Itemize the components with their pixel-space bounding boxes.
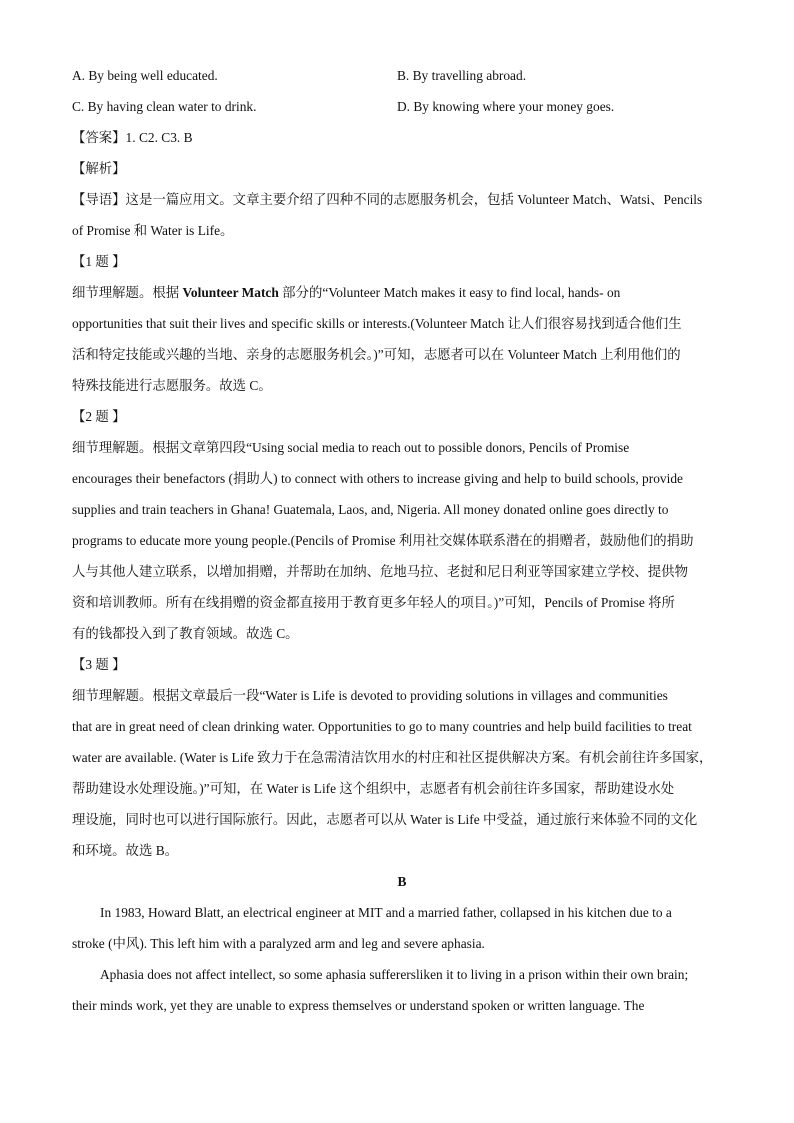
- q3-line: water are available. (Water is Life 致力于在急需清洁饮用水的村庄和社区提供解决方案。有机会前往许多国家，: [72, 750, 713, 765]
- q2-line: 人与其他人建立联系，以增加捐赠，并帮助在加纳、危地马拉、老挝和尼日利亚等国家建立学校、提供物: [72, 564, 688, 579]
- analysis-heading: 【解析】: [72, 161, 126, 176]
- section-b-title: B: [397, 874, 407, 889]
- passage-line: stroke (中风). This left him with a paralyzed arm and leg and severe aphasia.: [72, 936, 485, 951]
- q2-line: programs to educate more young people.(Pencils of Promise 利用社交媒体联系潜在的捐赠者，鼓励他们的捐助: [72, 533, 694, 548]
- q1-line: 活和特定技能或兴趣的当地、亲身的志愿服务机会。)”可知，志愿者可以在 Volunteer Match 上利用他们的: [72, 347, 681, 362]
- option-d: D. By knowing where your money goes.: [397, 99, 615, 114]
- q1-line: opportunities that suit their lives and specific skills or interests.(Volunteer Match 让人们很容易找到适合他们生: [72, 316, 682, 331]
- q2-line: encourages their benefactors (捐助人) to connect with others to increase giving and help to build schools, provide: [72, 471, 683, 486]
- q2-line: 细节理解题。根据文章第四段“Using social media to reach out to possible donors, Pencils of Promise: [72, 440, 630, 455]
- guide-line: of Promise 和 Water is Life。: [72, 223, 234, 238]
- document-page: [72, 64, 732, 1025]
- q2-line: 有的钱都投入到了教育领域。故选 C。: [72, 626, 299, 641]
- q3-line: 帮助建设水处理设施。)”可知，在 Water is Life 这个组织中，志愿者有机会前往许多国家，帮助建设水处: [72, 781, 675, 796]
- q1-line: 特殊技能进行志愿服务。故选 C。: [72, 378, 272, 393]
- q2-line: supplies and train teachers in Ghana! Guatemala, Laos, and, Nigeria. All money donated online goes directly to: [72, 502, 669, 517]
- q1-text: 部分的“Volunteer Match makes it easy to find local, hands- on: [278, 285, 621, 300]
- q1-text: 细节理解题。根据: [72, 285, 183, 300]
- q3-line: that are in great need of clean drinking water. Opportunities to go to many countries and help build facilities to treat: [72, 719, 692, 734]
- q1-bold-term: Volunteer Match: [182, 285, 279, 300]
- option-a: A. By being well educated.: [72, 68, 218, 83]
- option-b: B. By travelling abroad.: [397, 68, 527, 83]
- options-row-cd: [72, 95, 732, 126]
- passage-line: their minds work, yet they are unable to express themselves or understand spoken or written language. The: [72, 998, 645, 1013]
- q2-line: 资和培训教师。所有在线捐赠的资金都直接用于教育更多年轻人的项目。)”可知，Pencils of Promise 将所: [72, 595, 675, 610]
- q3-heading: 【3 题 】: [72, 657, 126, 672]
- passage-line: In 1983, Howard Blatt, an electrical engineer at MIT and a married father, collapsed in his kitchen due to a: [100, 905, 672, 920]
- q1-line: [72, 281, 732, 312]
- q3-line: 和环境。故选 B。: [72, 843, 179, 858]
- answer-line: 【答案】1. C2. C3. B: [72, 130, 193, 145]
- options-row-ab: [72, 64, 732, 95]
- q3-line: 细节理解题。根据文章最后一段“Water is Life is devoted to providing solutions in villages and communities: [72, 688, 668, 703]
- option-c: C. By having clean water to drink.: [72, 99, 257, 114]
- q3-line: 理设施，同时也可以进行国际旅行。因此，志愿者可以从 Water is Life 中受益，通过旅行来体验不同的文化: [72, 812, 698, 827]
- q1-heading: 【1 题 】: [72, 254, 126, 269]
- q2-heading: 【2 题 】: [72, 409, 126, 424]
- passage-line: Aphasia does not affect intellect, so some aphasia sufferersliken it to living in a prison within their own brain;: [100, 967, 689, 982]
- guide-line: 【导语】这是一篇应用文。文章主要介绍了四种不同的志愿服务机会，包括 Volunteer Match、Watsi、Pencils: [72, 192, 703, 207]
